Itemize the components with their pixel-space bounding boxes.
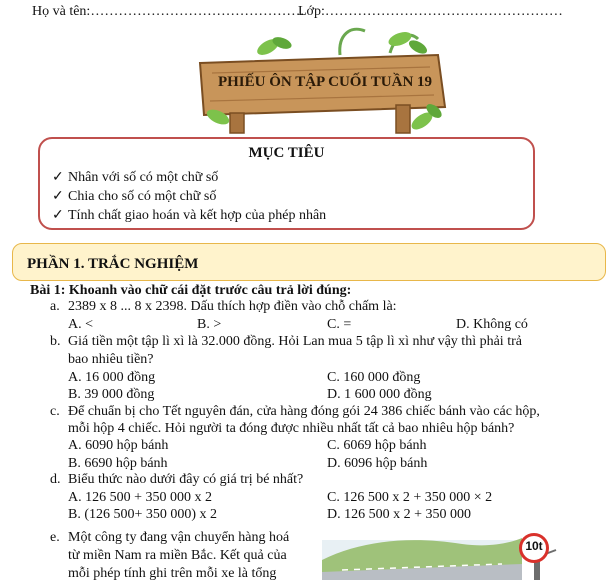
question-letter: c. [50,404,60,419]
objective-item: ✓ Tính chất giao hoán và kết hợp của phép nhân [52,208,327,223]
option: D. 126 500 x 2 + 350 000 [327,507,472,522]
section-title: PHẦN 1. TRẮC NGHIỆM [27,256,199,272]
question-letter: b. [50,334,61,349]
option: A. < [68,317,94,332]
option: B. (126 500+ 350 000) x 2 [68,507,218,522]
question-text: Một công ty đang vận chuyển hàng hoá [68,530,290,545]
option: C. 160 000 đồng [327,370,421,385]
option: D. Không có [456,317,528,332]
option: B. 39 000 đồng [68,387,155,402]
objective-item: ✓ Nhân với số có một chữ số [52,170,219,185]
checkmark-icon: ✓ [52,208,64,223]
question-text: 2389 x 8 ... 8 x 2398. Dấu thích hợp điền vào chỗ chấm là: [68,299,397,314]
question-text: mỗi hộp 4 chiếc. Hỏi người ta đóng được nhiều nhất tất cả bao nhiêu hộp bánh? [68,421,515,436]
option: C. 126 500 x 2 + 350 000 × 2 [327,490,493,505]
student-name-line: Họ và tên:………………………………………. [32,4,304,19]
question-text: Giá tiền một tập lì xì là 32.000 đồng. Hỏi Lan mua 5 tập lì xì như vậy thì phải trả [68,334,522,349]
objectives-box [38,137,535,230]
option: C. 6069 hộp bánh [327,438,427,453]
section-banner [12,243,606,281]
question-letter: a. [50,299,60,314]
option: D. 1 600 000 đồng [327,387,432,402]
checkmark-icon: ✓ [52,170,64,185]
objective-item: ✓ Chia cho số có một chữ số [52,189,217,204]
option: A. 126 500 + 350 000 x 2 [68,490,213,505]
checkmark-icon: ✓ [52,189,64,204]
option: C. = [327,317,352,332]
question-text: Biểu thức nào dưới đây có giá trị bé nhất? [68,472,304,487]
question-text: từ miền Nam ra miền Bắc. Kết quả của [68,548,287,563]
question-text: mỗi phép tính ghi trên mỗi xe là tổng [68,566,277,581]
option: A. 6090 hộp bánh [68,438,169,453]
option: D. 6096 hộp bánh [327,456,428,471]
worksheet-title: PHIẾU ÔN TẬP CUỐI TUẦN 19 [217,74,433,90]
class-line: Lớp:…………………………………………… [298,4,563,19]
objectives-heading: MỤC TIÊU [248,145,325,161]
question-letter: e. [50,530,60,545]
question-text: Để chuẩn bị cho Tết nguyên đán, cửa hàng đóng gói 24 386 chiếc bánh vào các hộp, [68,404,540,419]
weight-limit-label: 10t [525,539,543,553]
option: A. 16 000 đồng [68,370,156,385]
option: B. > [197,317,222,332]
option: B. 6690 hộp bánh [68,456,168,471]
exercise-heading: Bài 1: Khoanh vào chữ cái đặt trước câu trả lời đúng: [30,283,352,298]
road-illustration [322,530,612,580]
question-letter: d. [50,472,61,487]
question-text: bao nhiêu tiền? [68,352,154,367]
